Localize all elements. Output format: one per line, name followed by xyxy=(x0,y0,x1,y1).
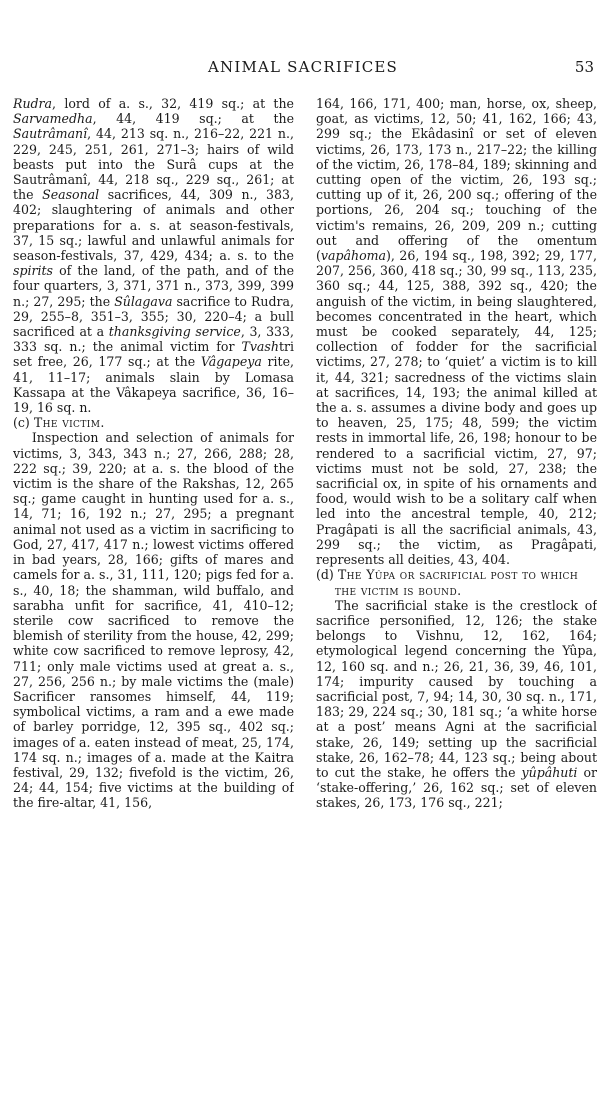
section-letter: (d) xyxy=(316,567,334,583)
page-number: 53 xyxy=(574,58,594,76)
section-heading-d xyxy=(316,567,597,597)
index-paragraph xyxy=(13,96,294,415)
text-run: or ‘stake-offering,’ 26, 162 sq.; set of eleven stakes, 26, 173, 176 sq., 221; xyxy=(316,764,597,811)
italic-text: Vâgapeya xyxy=(200,354,262,370)
italic-text: yûpâhuti xyxy=(521,764,578,780)
text-run: , lord of a. s., 32, 419 sq.; at the xyxy=(52,96,294,111)
section-title: The Yûpa or sacrificial post to which the victim is bound. xyxy=(334,567,579,598)
text-run: tri set free, 26, 177 sq.; at the xyxy=(13,339,294,370)
index-columns xyxy=(13,96,597,1096)
left-column xyxy=(13,96,294,1096)
index-paragraph xyxy=(316,598,597,811)
italic-text: Tvash xyxy=(241,339,279,355)
text-run: , 3, 333, 333 sq. n.; the animal victim for xyxy=(13,324,294,355)
text-run: ), 26, 194 sq., 198, 392; 29, 177, 207, 256, 360, 418 sq.; 30, 99 sq., 113, 235, 360 sq.; 44, 125, 388, 392 sq., 420; the anguish of the victim, in being slaughtered, becomes concentrated in the heart, which must be cooked separately, 44, 125; collection of fodder for the sacrificial victims, 27, 278; to ‘quiet’ a victim is to kill it, 44, 321; sacredness of the victims slain at sacrifices, 14, 193; the animal killed at the a. s. assumes a divine body and goes up to heaven, 25, 175; 48, 599; the victim rests in immortal life, 26, 198; honour to be rendered to a sacrificial victim, 27, 97; victims must not be sold, 27, 238; the sacrificial ox, in spite of his ornaments and food, would wish to be a solitary calf when led into the ancestral temple, 40, 212; Pragâpati is all the sacrificial animals, 43, 299 sq.; the victim, as Pragâpati, represents all deities, 43, 404. xyxy=(316,248,597,568)
italic-text: Sûlagava xyxy=(114,293,173,309)
running-title: ANIMAL SACRIFICES xyxy=(207,58,399,76)
right-column xyxy=(316,96,597,1096)
page-header xyxy=(0,58,606,80)
text-run: , 44, 213 sq. n., 216–22, 221 n., 229, 245, 251, 261, 271–3; hairs of wild beasts put into the Surâ cups at the Sautrâmanî, 44, 218 sq., 229 sq., 261; at the xyxy=(13,126,294,203)
text-run: rite, 41, 11–17; animals slain by Lomasa Kassapa at the Vâkapeya sacrifice, 36, 16–19, 16 sq. n. xyxy=(13,354,294,416)
italic-text: Sarvamedha xyxy=(13,111,93,127)
italic-text: spirits xyxy=(13,263,53,279)
text-run: The sacrificial stake is the crestlock of sacrifice personified, 12, 126; the stake belongs to Vishnu, 12, 162, 164; etymological legend concerning the Yûpa, 12, 160 sq. and n.; 26, 21, 36, 39, 46, 101, 174; impurity caused by touching a sacrificial post, 7, 94; 14, 30, 30 sq. n., 171, 183; 29, 224 sq.; 30, 181 sq.; ‘a white horse at a post’ means Agni at the sacrificial stake, 26, 149; setting up the sacrificial stake, 26, 162–78; 44, 123 sq.; being about to cut the stake, he offers the xyxy=(316,597,597,780)
text-run: sacrifices, 44, 309 n., 383, 402; slaughtering of animals and other preparations for a. s. at season-festivals, 37, 15 sq.; lawful and unlawful animals for season-festivals, 37, 429, 434; a. s. to the xyxy=(13,187,294,264)
index-paragraph xyxy=(316,96,597,567)
section-heading-c xyxy=(13,415,294,430)
italic-text: Sautrâmanî xyxy=(13,126,88,142)
text-run: Inspection and selection of animals for victims, 3, 343, 343 n.; 27, 266, 288; 28, 222 sq.; 39, 220; at a. s. the blood of the victim is the share of the Rakshas, 12, 265 sq.; game caught in hunting used for a. s., 14, 71; 16, 192 n.; 27, 295; a pregnant animal not used as a victim in sacrificing to God, 27, 417, 417 n.; lowest victims offered in bad years, 28, 166; gifts of mares and camels for a. s., 31, 111, 120; pigs fed for a. s., 40, 18; the shamman, wild buffalo, and sarabha unfit for sacrifice, 41, 410–12; sterile cow sacrificed to remove the blemish of sterility from the house, 42, 299; white cow sacrificed to remove leprosy, 42, 711; only male victims used at great a. s., 27, 256, 256 n.; by male victims the (male) Sacrificer ransomes himself, 44, 119; symbolical victims, a ram and a ewe made of barley porridge, 12, 395 sq., 402 sq.; images of a. eaten instead of meat, 25, 174, 174 sq. n.; images of a. made at the Kaitra festival, 29, 132; fivefold is the victim, 26, 24; 44, 154; five victims at the building of the fire-altar, 41, 156, xyxy=(13,430,294,811)
italic-text: thanksgiving service xyxy=(108,324,241,340)
italic-text: vapâhoma xyxy=(320,248,386,264)
text-run: 164, 166, 171, 400; man, horse, ox, sheep, goat, as victims, 12, 50; 41, 162, 166; 43, 299 sq.; the Ekâdasinî or set of eleven victims, 26, 173, 173 n., 217–22; the killing of the victim, 26, 178–84, 189; skinning and cutting open of the victim, 26, 193 sq.; cutting up of it, 26, 200 sq.; offering of the portions, 26, 204 sq.; touching of the victim's remains, 26, 209, 209 n.; cutting out and offering of the omentum ( xyxy=(316,96,597,264)
text-run: , 44, 419 sq.; at the xyxy=(92,111,294,127)
italic-text: Seasonal xyxy=(42,187,100,203)
section-title: The victim. xyxy=(33,415,105,431)
index-paragraph xyxy=(13,430,294,810)
text-run: sacrifice to Rudra, 29, 255–8, 351–3, 355; 30, 220–4; a bull sacrificed at a xyxy=(13,293,294,340)
italic-text: Rudra xyxy=(13,96,53,111)
section-letter: (c) xyxy=(13,415,30,431)
text-run: of the land, of the path, and of the four quarters, 3, 371, 371 n., 373, 399, 399 n.; 27, 295; the xyxy=(13,263,294,309)
